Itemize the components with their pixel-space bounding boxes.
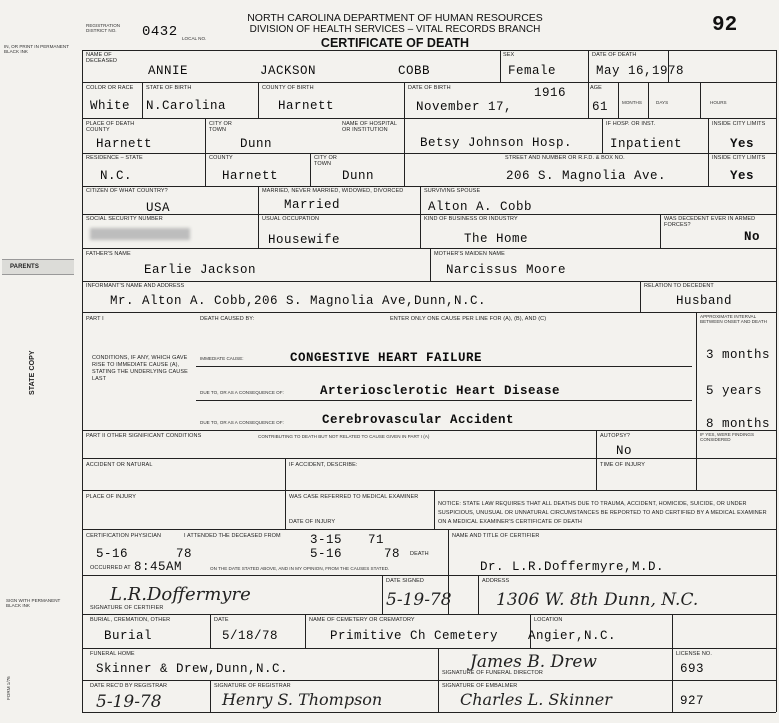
form-number: FORM 1/76	[6, 676, 11, 700]
age-hours-label: HOURS	[710, 100, 727, 105]
license-label: LICENSE NO.	[676, 651, 712, 657]
date-recd-label: DATE REC'D BY REGISTRAR	[90, 683, 168, 689]
dod-label: DATE OF DEATH	[592, 52, 637, 58]
funeral-home-label: FUNERAL HOME	[90, 651, 135, 657]
location-label: LOCATION	[534, 617, 563, 623]
ssn-label: SOCIAL SECURITY NUMBER	[86, 216, 163, 222]
caused-by-label: DEATH CAUSED BY:	[200, 316, 255, 322]
burial-date: 5/18/78	[222, 629, 279, 643]
race-label: COLOR OR RACE	[86, 85, 134, 91]
mother-label: MOTHER'S MAIDEN NAME	[434, 251, 505, 257]
registrar-label: SIGNATURE OF REGISTRAR	[214, 683, 291, 689]
findings-label: IF YES, WERE FINDINGS CONSIDERED	[700, 432, 755, 442]
dod-value: May 16,1978	[596, 64, 685, 78]
autopsy-value: No	[616, 444, 633, 458]
sex-label: SEX	[503, 52, 515, 58]
birth-state-value: N.Carolina	[146, 99, 227, 113]
registration-number: 0432	[142, 24, 178, 40]
age-days-label: DAYS	[656, 100, 669, 105]
interval-label: APPROXIMATE INTERVAL BETWEEN ONSET AND DEATH	[700, 314, 767, 324]
attended-from: 3-15	[310, 533, 343, 547]
age-value: 61	[592, 100, 609, 114]
location-value: Angier,N.C.	[528, 629, 617, 643]
cert-label: CERTIFICATION PHYSICIAN	[86, 533, 162, 539]
birth-county-label: COUNTY OF BIRTH	[262, 85, 314, 91]
parents-margin-bar: PARENTS	[2, 259, 74, 275]
injury-place-label: PLACE OF INJURY	[86, 494, 136, 500]
director-label: SIGNATURE OF FUNERAL DIRECTOR	[442, 670, 543, 676]
cert-signature-label: SIGNATURE OF CERTIFIER	[90, 605, 164, 611]
race-value: White	[90, 99, 131, 113]
hospital-value: Betsy Johnson Hosp.	[420, 136, 573, 150]
ink-instruction: IN, OR PRINT IN PERMANENT BLACK INK	[4, 44, 69, 54]
cause-b: Arteriosclerotic Heart Disease	[320, 384, 561, 398]
inside-limits-value: Yes	[730, 137, 755, 151]
dob-label: DATE OF BIRTH	[408, 85, 451, 91]
birth-county-value: Harnett	[278, 99, 335, 113]
marital-value: Married	[284, 198, 341, 212]
attended-to: 5-16	[96, 547, 129, 561]
cause-a-interval: 3 months	[706, 348, 771, 362]
name-label: NAME OF DECEASED	[86, 52, 118, 64]
describe-label: IF ACCIDENT, DESCRIBE:	[289, 462, 358, 468]
res-state-label: RESIDENCE – STATE	[86, 155, 143, 161]
armed-value: No	[744, 230, 761, 244]
citizen-label: CITIZEN OF WHAT COUNTRY?	[86, 188, 168, 194]
father-value: Earlie Jackson	[144, 263, 257, 277]
cause-c-interval: 8 months	[706, 417, 771, 431]
cause-b-label: DUE TO, OR AS A CONSEQUENCE OF:	[200, 390, 284, 395]
notice-text: NOTICE: STATE LAW REQUIRES THAT ALL DEATHS DUE TO TRAUMA, ACCIDENT, HOMICIDE, SUICIDE, OR UNDER SUSPICIOUS, UNUSUAL OR UNNATURAL CIRCUMSTANCES BE REPORTED TO AND CERTIFIED BY A MEDICAL EXAMINER ON A MEDICAL EXAMINER'S CERTIFICATE OF DEATH	[438, 501, 767, 525]
stated-note: ON THE DATE STATED ABOVE, AND IN MY OPINION, FROM THE CAUSES STATED.	[210, 566, 390, 571]
conditions-label: CONDITIONS, IF ANY, WHICH GAVE RISE TO IMMEDIATE CAUSE (A), STATING THE UNDERLYING CAUSE LAST	[92, 355, 188, 382]
informant-label: INFORMANT'S NAME AND ADDRESS	[86, 283, 185, 289]
attended-from-yr: 71	[368, 533, 385, 547]
autopsy-label: AUTOPSY?	[600, 433, 631, 439]
sex-value: Female	[508, 64, 557, 78]
res-state-value: N.C.	[100, 169, 133, 183]
department-title: NORTH CAROLINA DEPARTMENT OF HUMAN RESOURCES	[247, 12, 543, 24]
informant-value: Mr. Alton A. Cobb,206 S. Magnolia Ave,Dunn,N.C.	[110, 294, 487, 308]
death-city-label: CITY OR TOWN	[209, 121, 232, 133]
last-saw: 5-16	[310, 547, 343, 561]
attended-label: I ATTENDED THE DECEASED FROM	[184, 533, 281, 539]
page-number: 92	[712, 14, 738, 37]
cemetery-label: NAME OF CEMETERY OR CREMATORY	[309, 617, 415, 623]
certificate-title: CERTIFICATE OF DEATH	[320, 36, 470, 50]
license-value: 693	[680, 662, 705, 676]
local-no-label: LOCAL NO.	[182, 36, 207, 41]
part2-note: CONTRIBUTING TO DEATH BUT NOT RELATED TO CAUSE GIVEN IN PART I (A)	[258, 434, 430, 439]
res-county-value: Harnett	[222, 169, 279, 183]
one-cause-note: ENTER ONLY ONE CAUSE PER LINE FOR (A), (B), AND (C)	[390, 316, 547, 322]
burial-type: Burial	[104, 629, 153, 643]
funeral-home-value: Skinner & Drew,Dunn,N.C.	[96, 662, 289, 676]
certifier-value: Dr. L.R.Doffermyre,M.D.	[480, 560, 665, 574]
death-time: 8:45AM	[134, 560, 183, 574]
registration-label: REGISTRATION DISTRICT NO.	[86, 23, 121, 33]
burial-label: BURIAL, CREMATION, OTHER	[90, 617, 171, 623]
age-label: AGE	[590, 85, 602, 91]
death-county-label: PLACE OF DEATH COUNTY	[86, 121, 135, 133]
date-signed-label: DATE SIGNED	[386, 578, 424, 584]
last-name: COBB	[398, 64, 431, 78]
cemetery-value: Primitive Ch Cemetery	[330, 629, 499, 643]
burial-date-label: DATE	[214, 617, 229, 623]
cause-a: CONGESTIVE HEART FAILURE	[290, 351, 483, 365]
res-county-label: COUNTY	[209, 155, 233, 161]
citizen-value: USA	[146, 201, 171, 215]
cert-address-label: ADDRESS	[482, 578, 510, 584]
accident-label: ACCIDENT OR NATURAL	[86, 462, 153, 468]
part1-label: PART I	[86, 316, 104, 322]
director-signature: James B. Drew	[470, 652, 597, 672]
occurred-label: OCCURRED AT	[90, 565, 131, 571]
sign-instruction: SIGN WITH PERMANENT BLACK INK	[6, 598, 61, 608]
occupation-label: USUAL OCCUPATION	[262, 216, 320, 222]
embalmer-signature: Charles L. Skinner	[460, 690, 612, 709]
death-word: DEATH	[410, 551, 429, 557]
first-name: ANNIE	[148, 64, 189, 78]
dob-year: 1916	[534, 86, 567, 100]
physician-signature: L.R.Doffermyre	[110, 584, 251, 605]
res-inside-label: INSIDE CITY LIMITS	[712, 155, 766, 161]
industry-value: The Home	[464, 232, 529, 246]
res-city-value: Dunn	[342, 169, 375, 183]
cause-c: Cerebrovascular Accident	[322, 413, 515, 427]
relation-value: Husband	[676, 294, 733, 308]
res-inside-value: Yes	[730, 169, 755, 183]
cause-b-interval: 5 years	[706, 384, 763, 398]
attended-to-yr: 78	[176, 547, 193, 561]
date-signed-value: 5-19-78	[386, 590, 452, 610]
division-title: DIVISION OF HEALTH SERVICES – VITAL RECORDS BRANCH	[249, 24, 541, 35]
referred-label: WAS CASE REFERRED TO MEDICAL EXAMINER	[289, 494, 419, 500]
certifier-label: NAME AND TITLE OF CERTIFIER	[452, 533, 540, 539]
embalmer-license: 927	[680, 694, 705, 708]
last-saw-yr: 78	[384, 547, 401, 561]
immediate-label: IMMEDIATE CAUSE:	[200, 356, 244, 361]
age-months-label: MONTHS	[622, 100, 642, 105]
state-copy-label: STATE COPY	[29, 350, 36, 395]
ssn-redacted	[90, 228, 190, 240]
time-injury-label: TIME OF INJURY	[600, 462, 645, 468]
father-label: FATHER'S NAME	[86, 251, 131, 257]
relation-label: RELATION TO DECEDENT	[644, 283, 714, 289]
cert-address-value: 1306 W. 8th Dunn, N.C.	[496, 590, 699, 610]
date-recd-value: 5-19-78	[96, 692, 162, 712]
hosp-status-value: Inpatient	[610, 137, 683, 151]
embalmer-label: SIGNATURE OF EMBALMER	[442, 683, 518, 689]
street-value: 206 S. Magnolia Ave.	[506, 169, 667, 183]
hosp-status-label: IF HOSP. OR INST.	[606, 121, 656, 127]
industry-label: KIND OF BUSINESS OR INDUSTRY	[424, 216, 518, 222]
street-label: STREET AND NUMBER OR R.F.D. & BOX NO.	[505, 155, 625, 161]
occupation-value: Housewife	[268, 233, 341, 247]
mother-value: Narcissus Moore	[446, 263, 567, 277]
hospital-label: NAME OF HOSPITAL OR INSTITUTION	[342, 121, 397, 133]
dob-value: November 17,	[416, 100, 513, 114]
cause-c-label: DUE TO, OR AS A CONSEQUENCE OF:	[200, 420, 284, 425]
date-injury-label: DATE OF INJURY	[289, 519, 336, 525]
armed-label: WAS DECEDENT EVER IN ARMED FORCES?	[664, 216, 756, 228]
part2-label: PART II OTHER SIGNIFICANT CONDITIONS	[86, 433, 202, 439]
inside-limits-label: INSIDE CITY LIMITS	[712, 121, 766, 127]
spouse-value: Alton A. Cobb	[428, 200, 533, 214]
marital-label: MARRIED, NEVER MARRIED, WIDOWED, DIVORCED	[262, 188, 404, 194]
spouse-label: SURVIVING SPOUSE	[424, 188, 481, 194]
res-city-label: CITY OR TOWN	[314, 155, 337, 167]
death-county-value: Harnett	[96, 137, 153, 151]
death-city-value: Dunn	[240, 137, 273, 151]
registrar-signature: Henry S. Thompson	[222, 690, 383, 709]
middle-name: JACKSON	[260, 64, 317, 78]
birth-state-label: STATE OF BIRTH	[146, 85, 192, 91]
